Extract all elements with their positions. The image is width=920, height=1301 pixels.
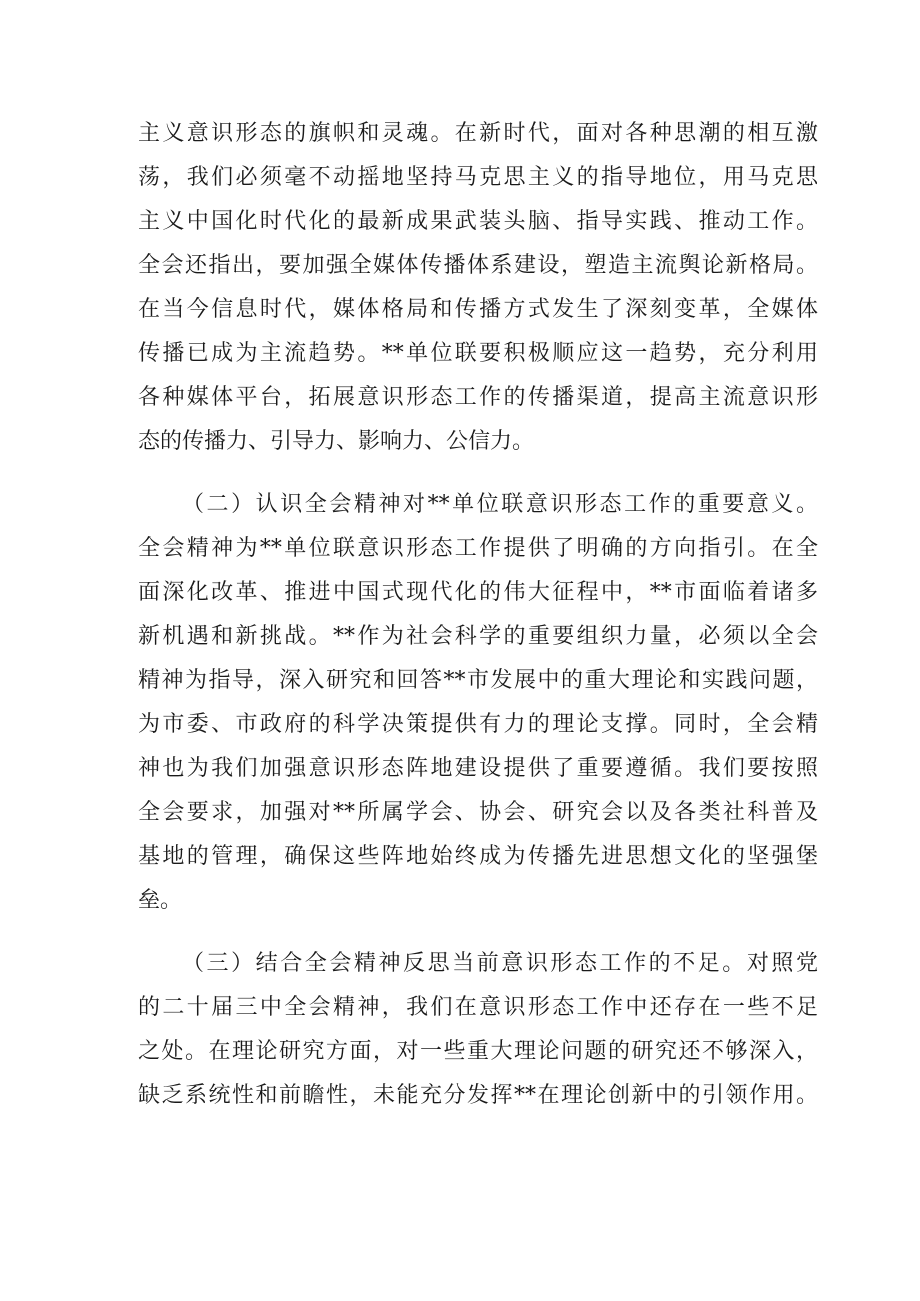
- section-heading-2: （二）认识全会精神对**单位联意识形态工作的重要意义。: [182, 492, 818, 517]
- text-line: 之处。在理论研究方面，对一些重大理论问题的研究还不够深入，: [138, 1039, 818, 1064]
- text-line: 全会要求，加强对**所属学会、协会、研究会以及各类社科普及: [138, 800, 818, 825]
- paragraph-1: [138, 112, 818, 464]
- text-line: 的二十届三中全会精神，我们在意识形态工作中还存在一些不足: [138, 995, 818, 1020]
- text-line: 各种媒体平台，拓展意识形态工作的传播渠道，提高主流意识形: [138, 385, 818, 410]
- document-body: [138, 112, 818, 1118]
- text-line: 全会精神为**单位联意识形态工作提供了明确的方向指引。在全: [138, 536, 818, 561]
- paragraph-3: [138, 942, 818, 1118]
- text-line: 缺乏系统性和前瞻性，未能充分发挥**在理论创新中的引领作用。: [138, 1083, 818, 1108]
- text-line: 态的传播力、引导力、影响力、公信力。: [138, 429, 535, 454]
- paragraph-gap: [138, 923, 818, 942]
- text-line: 面深化改革、推进中国式现代化的伟大征程中，**市面临着诸多: [138, 580, 818, 605]
- paragraph-2: [138, 483, 818, 923]
- text-line: 基地的管理，确保这些阵地始终成为传播先进思想文化的坚强堡: [138, 844, 818, 869]
- text-line: 神也为我们加强意识形态阵地建设提供了重要遵循。我们要按照: [138, 756, 818, 781]
- text-line: 精神为指导，深入研究和回答**市发展中的重大理论和实践问题，: [138, 668, 818, 693]
- text-line: 主义意识形态的旗帜和灵魂。在新时代，面对各种思潮的相互激: [138, 121, 818, 146]
- text-line: 在当今信息时代，媒体格局和传播方式发生了深刻变革，全媒体: [138, 297, 818, 322]
- text-line: 新机遇和新挑战。**作为社会科学的重要组织力量，必须以全会: [138, 624, 818, 649]
- text-line: 垒。: [138, 888, 183, 913]
- section-heading-3: （三）结合全会精神反思当前意识形态工作的不足。对照党: [182, 951, 818, 976]
- text-line: 传播已成为主流趋势。**单位联要积极顺应这一趋势，充分利用: [138, 341, 818, 366]
- paragraph-gap: [138, 464, 818, 483]
- text-line: 全会还指出，要加强全媒体传播体系建设，塑造主流舆论新格局。: [138, 253, 818, 278]
- text-line: 主义中国化时代化的最新成果武装头脑、指导实践、推动工作。: [138, 209, 818, 234]
- text-line: 为市委、市政府的科学决策提供有力的理论支撑。同时，全会精: [138, 712, 818, 737]
- text-line: 荡，我们必须毫不动摇地坚持马克思主义的指导地位，用马克思: [138, 165, 818, 190]
